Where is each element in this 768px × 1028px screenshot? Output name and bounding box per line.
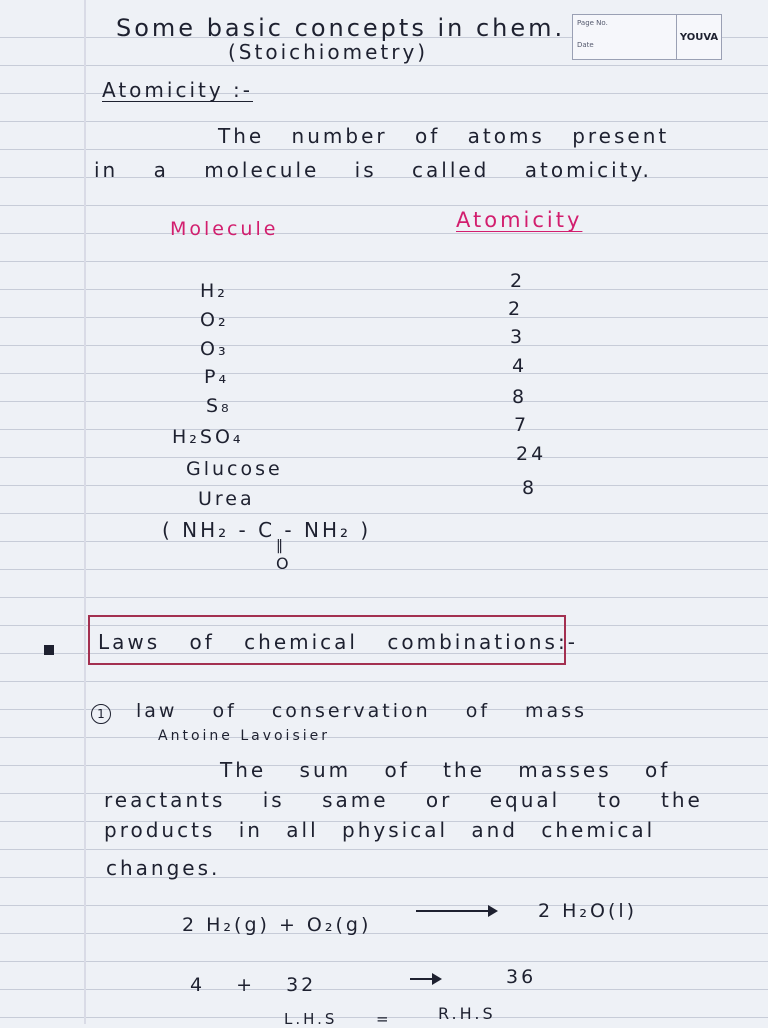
atomicity-p4: 4 xyxy=(512,355,528,377)
law1-line-4: changes. xyxy=(106,856,221,880)
date-label: Date xyxy=(577,41,594,49)
page-date-box xyxy=(572,14,678,60)
atomicity-o3: 3 xyxy=(510,326,526,348)
molecule-h2so4: H₂SO₄ xyxy=(172,426,244,448)
page-subtitle: (Stoichiometry) xyxy=(228,40,429,64)
reaction-arrow xyxy=(416,910,496,912)
atomicity-urea: 8 xyxy=(522,477,538,499)
urea-formula: ( NH₂ - C - NH₂ ) xyxy=(162,518,372,542)
molecule-s8: S₈ xyxy=(206,395,232,417)
law1-title: law of conservation of mass xyxy=(136,700,587,722)
atomicity-column-header: Atomicity xyxy=(456,208,583,232)
equation-rhs: 2 H₂O(l) xyxy=(538,900,638,922)
molecule-urea: Urea xyxy=(198,488,255,510)
mass-lhs: 4 + 32 xyxy=(190,974,317,996)
atomicity-heading: Atomicity :- xyxy=(102,78,253,102)
law1-line-1: The sum of the masses of xyxy=(220,758,671,782)
molecule-glucose: Glucose xyxy=(186,458,283,480)
mass-rhs: 36 xyxy=(506,966,537,988)
equation-lhs: 2 H₂(g) + O₂(g) xyxy=(182,914,372,936)
page-title: Some basic concepts in chem. xyxy=(116,14,566,42)
molecule-o3: O₃ xyxy=(200,338,229,360)
atomicity-o2: 2 xyxy=(508,298,524,320)
brand-logo: YOUVA xyxy=(676,14,722,60)
definition-line-1: The number of atoms present xyxy=(218,124,670,148)
atomicity-glucose: 24 xyxy=(516,443,547,465)
page-no-label: Page No. xyxy=(577,19,608,27)
laws-heading: Laws of chemical combinations:- xyxy=(98,630,578,654)
atomicity-s8: 8 xyxy=(512,386,528,408)
atomicity-h2so4: 7 xyxy=(514,414,530,436)
cut-equals: = xyxy=(376,1010,392,1028)
law1-line-3: products in all physical and chemical xyxy=(104,818,656,842)
urea-oxygen: O xyxy=(276,554,292,573)
law1-author: Antoine Lavoisier xyxy=(158,728,331,744)
law1-line-2: reactants is same or equal to the xyxy=(104,788,703,812)
molecule-column-header: Molecule xyxy=(170,218,279,240)
cut-rhs: R.H.S xyxy=(438,1004,496,1023)
bullet-marker xyxy=(44,645,54,655)
definition-line-2: in a molecule is called atomicity. xyxy=(94,158,652,182)
molecule-p4: P₄ xyxy=(204,366,230,388)
mass-arrow xyxy=(410,978,440,980)
urea-double-bond: ‖ xyxy=(276,538,286,554)
item-number-circle: 1 xyxy=(91,704,111,724)
molecule-o2: O₂ xyxy=(200,309,229,331)
cut-lhs: L.H.S xyxy=(284,1010,338,1028)
margin-line xyxy=(84,0,86,1024)
molecule-h2: H₂ xyxy=(200,280,228,302)
atomicity-h2: 2 xyxy=(510,270,526,292)
